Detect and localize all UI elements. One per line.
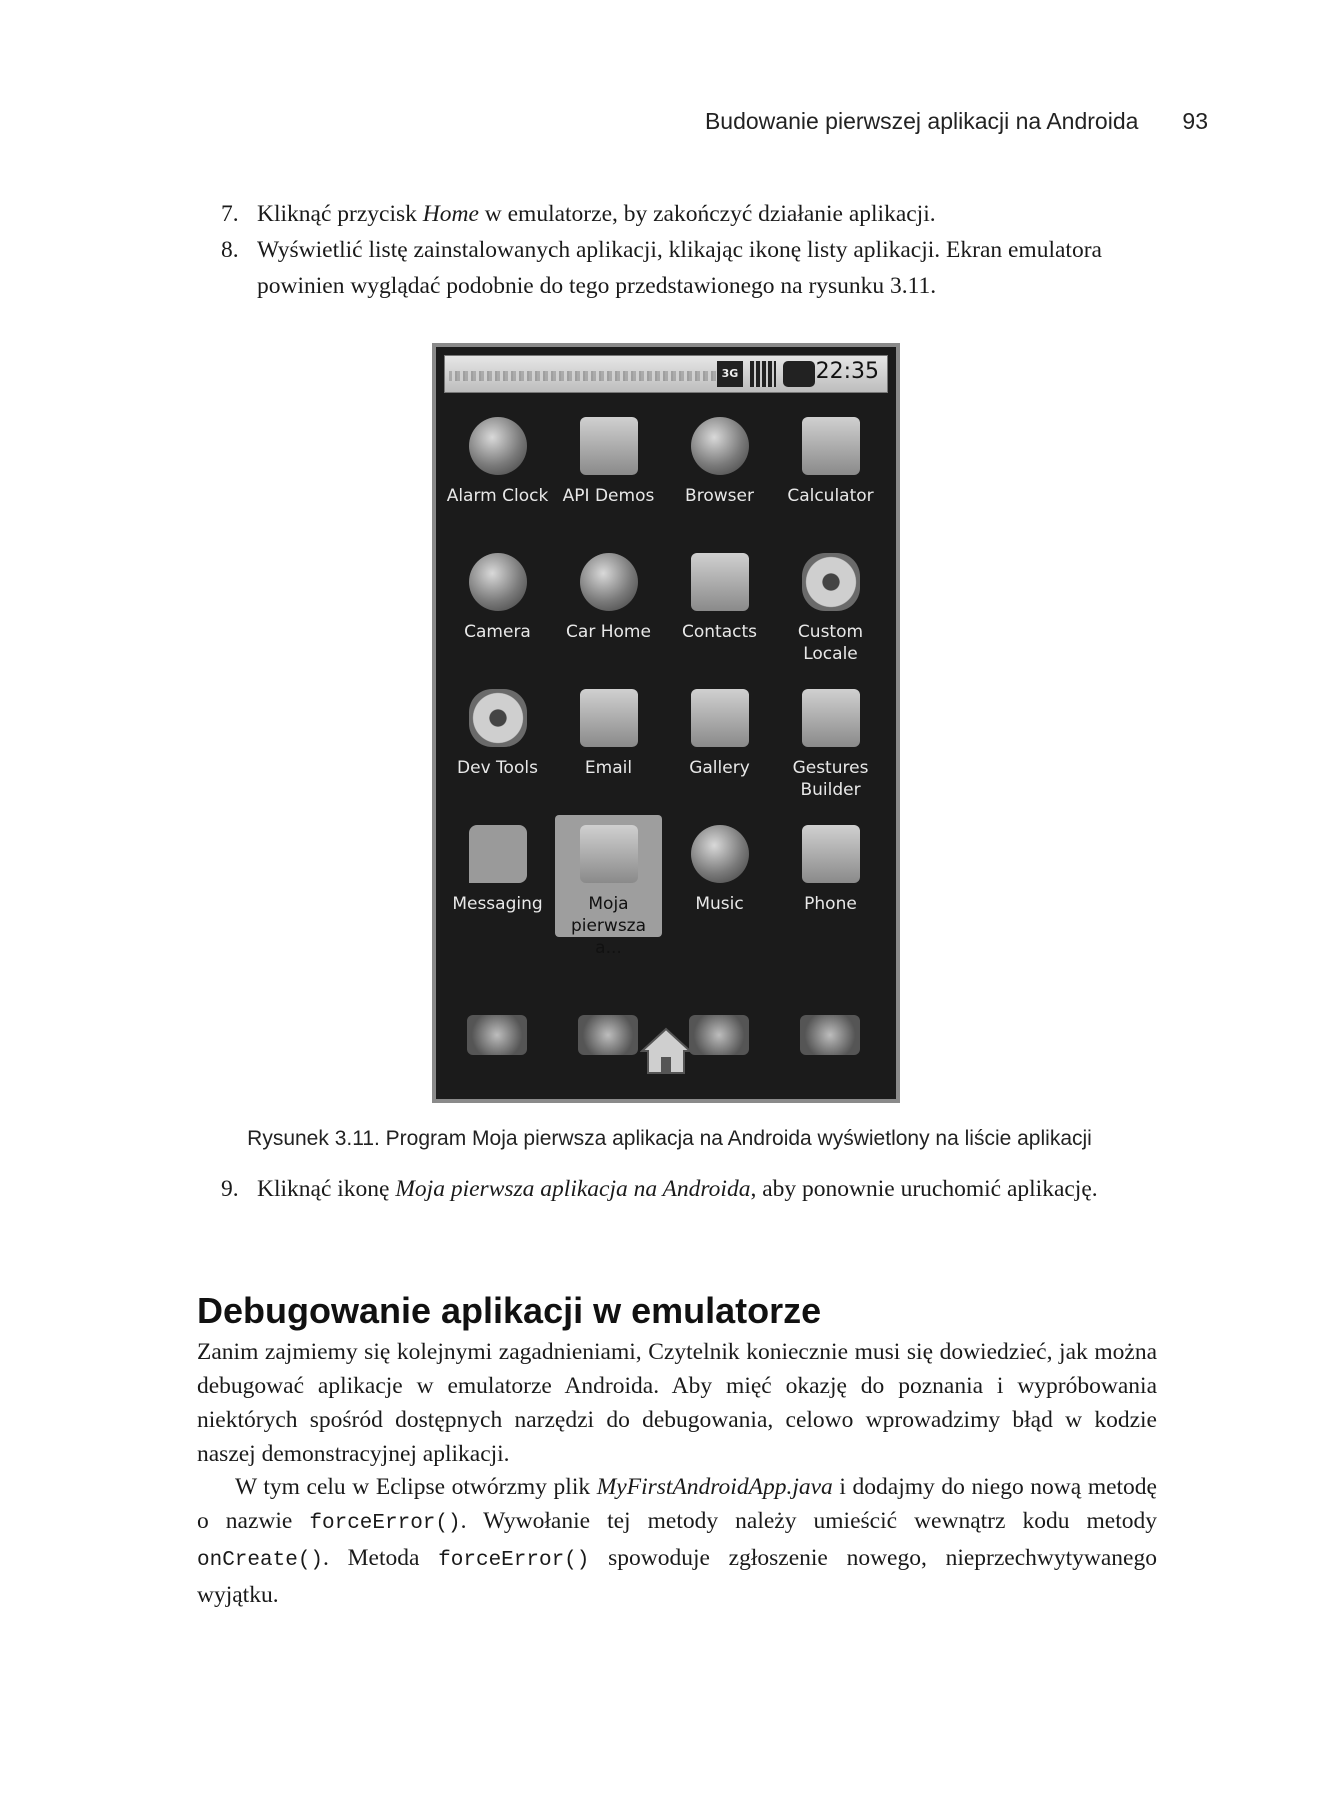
step-7 xyxy=(195,196,1155,232)
app-gallery[interactable]: Gallery xyxy=(666,687,773,807)
code-inline: forceError() xyxy=(438,1549,590,1572)
home-icon[interactable] xyxy=(640,1027,692,1075)
gear-icon xyxy=(802,553,860,611)
figure-caption: Rysunek 3.11. Program Moja pierwsza aplikacja na Androida wyświetlony na liście aplikacji xyxy=(247,1127,1092,1150)
app-car-home[interactable]: Car Home xyxy=(555,551,662,671)
music-icon xyxy=(691,825,749,883)
steps-list xyxy=(195,196,1155,304)
app-phone[interactable]: Phone xyxy=(777,823,884,943)
file-name: MyFirstAndroidApp.java xyxy=(596,1474,833,1500)
notification-area xyxy=(449,371,719,381)
folder-icon xyxy=(580,417,638,475)
paragraph: W tym celu w Eclipse otwórzmy plik MyFirstAndroidApp.java i dodajmy do niego nową metodę o nazwie forceError(). Wywołanie tej metody należy umieścić wewnątrz kodu metody onCreate(). Metoda forceError() spowoduje zgłoszenie nowego, nieprzechwytywanego wyjątku. xyxy=(197,1474,1157,1608)
camera-icon xyxy=(469,553,527,611)
network-3g-icon: 3G xyxy=(717,361,743,387)
android-app-icon xyxy=(580,825,638,883)
app-camera[interactable]: Camera xyxy=(444,551,551,671)
step-number: 7. xyxy=(221,201,239,227)
step-9 xyxy=(195,1171,1155,1207)
steering-wheel-icon xyxy=(580,553,638,611)
app-gestures-builder[interactable]: Gestures Builder xyxy=(777,687,884,807)
page-number: 93 xyxy=(1182,108,1208,134)
step-8 xyxy=(195,232,1155,304)
partial-app-icon[interactable] xyxy=(578,1015,638,1055)
running-head xyxy=(0,108,1208,135)
calculator-icon xyxy=(802,417,860,475)
envelope-icon xyxy=(580,689,638,747)
clock: 22:35 xyxy=(815,359,879,384)
step-text: , aby ponownie uruchomić aplikację. xyxy=(750,1176,1098,1202)
app-browser[interactable]: Browser xyxy=(666,415,773,535)
app-moja-pierwsza-aplikacja[interactable]: Moja pierwsza a... xyxy=(555,815,662,937)
section-heading: Debugowanie aplikacji w emulatorze xyxy=(197,1290,822,1331)
step-text: w emulatorze, by zakończyć działanie aplikacji. xyxy=(478,201,936,227)
phone-icon xyxy=(802,825,860,883)
step-text: Kliknąć przycisk xyxy=(257,201,423,227)
step-text: Kliknąć ikonę xyxy=(257,1176,396,1202)
paragraph: Zanim zajmiemy się kolejnymi zagadnieniami, Czytelnik koniecznie musi się dowiedzieć, jak można debugować aplikacje w emulatorze Androida. Aby mięć okazję do poznania i wypróbowania niektórych spośród dostępnych narzędzi do debugowania, celowo wprowadzimy błąd w kodzie naszej demonstracyjnej aplikacji. xyxy=(197,1339,1157,1467)
gear-icon xyxy=(469,689,527,747)
app-music[interactable]: Music xyxy=(666,823,773,943)
globe-icon xyxy=(691,417,749,475)
status-bar xyxy=(444,355,888,393)
app-calculator[interactable]: Calculator xyxy=(777,415,884,535)
app-dev-tools[interactable]: Dev Tools xyxy=(444,687,551,807)
contacts-icon xyxy=(691,553,749,611)
steps-list xyxy=(195,1171,1155,1207)
code-inline: forceError() xyxy=(309,1512,461,1535)
battery-icon xyxy=(783,361,815,387)
step-text: Wyświetlić listę zainstalowanych aplikacji, klikając ikonę listy aplikacji. Ekran emulatora powinien wyglądać podobnie do tego przedstawionego na rysunku 3.11. xyxy=(257,237,1102,299)
app-messaging[interactable]: Messaging xyxy=(444,823,551,943)
step-number: 9. xyxy=(221,1176,239,1202)
speech-bubble-icon xyxy=(469,825,527,883)
app-email[interactable]: Email xyxy=(555,687,662,807)
app-api-demos[interactable]: API Demos xyxy=(555,415,662,535)
alarm-clock-icon xyxy=(469,417,527,475)
step-emphasis: Home xyxy=(422,201,479,227)
app-alarm-clock[interactable]: Alarm Clock xyxy=(444,415,551,535)
app-contacts[interactable]: Contacts xyxy=(666,551,773,671)
step-number: 8. xyxy=(221,237,239,263)
partial-app-icon[interactable] xyxy=(467,1015,527,1055)
code-inline: onCreate() xyxy=(197,1549,324,1572)
emulator-screenshot xyxy=(432,343,900,1103)
gestures-icon xyxy=(802,689,860,747)
partial-app-icon[interactable] xyxy=(689,1015,749,1055)
running-head-title: Budowanie pierwszej aplikacji na Androida xyxy=(704,108,1139,134)
signal-icon xyxy=(750,361,776,387)
step-emphasis: Moja pierwsza aplikacja na Androida xyxy=(395,1176,751,1202)
partial-app-icon[interactable] xyxy=(800,1015,860,1055)
gallery-icon xyxy=(691,689,749,747)
app-custom-locale[interactable]: Custom Locale xyxy=(777,551,884,671)
